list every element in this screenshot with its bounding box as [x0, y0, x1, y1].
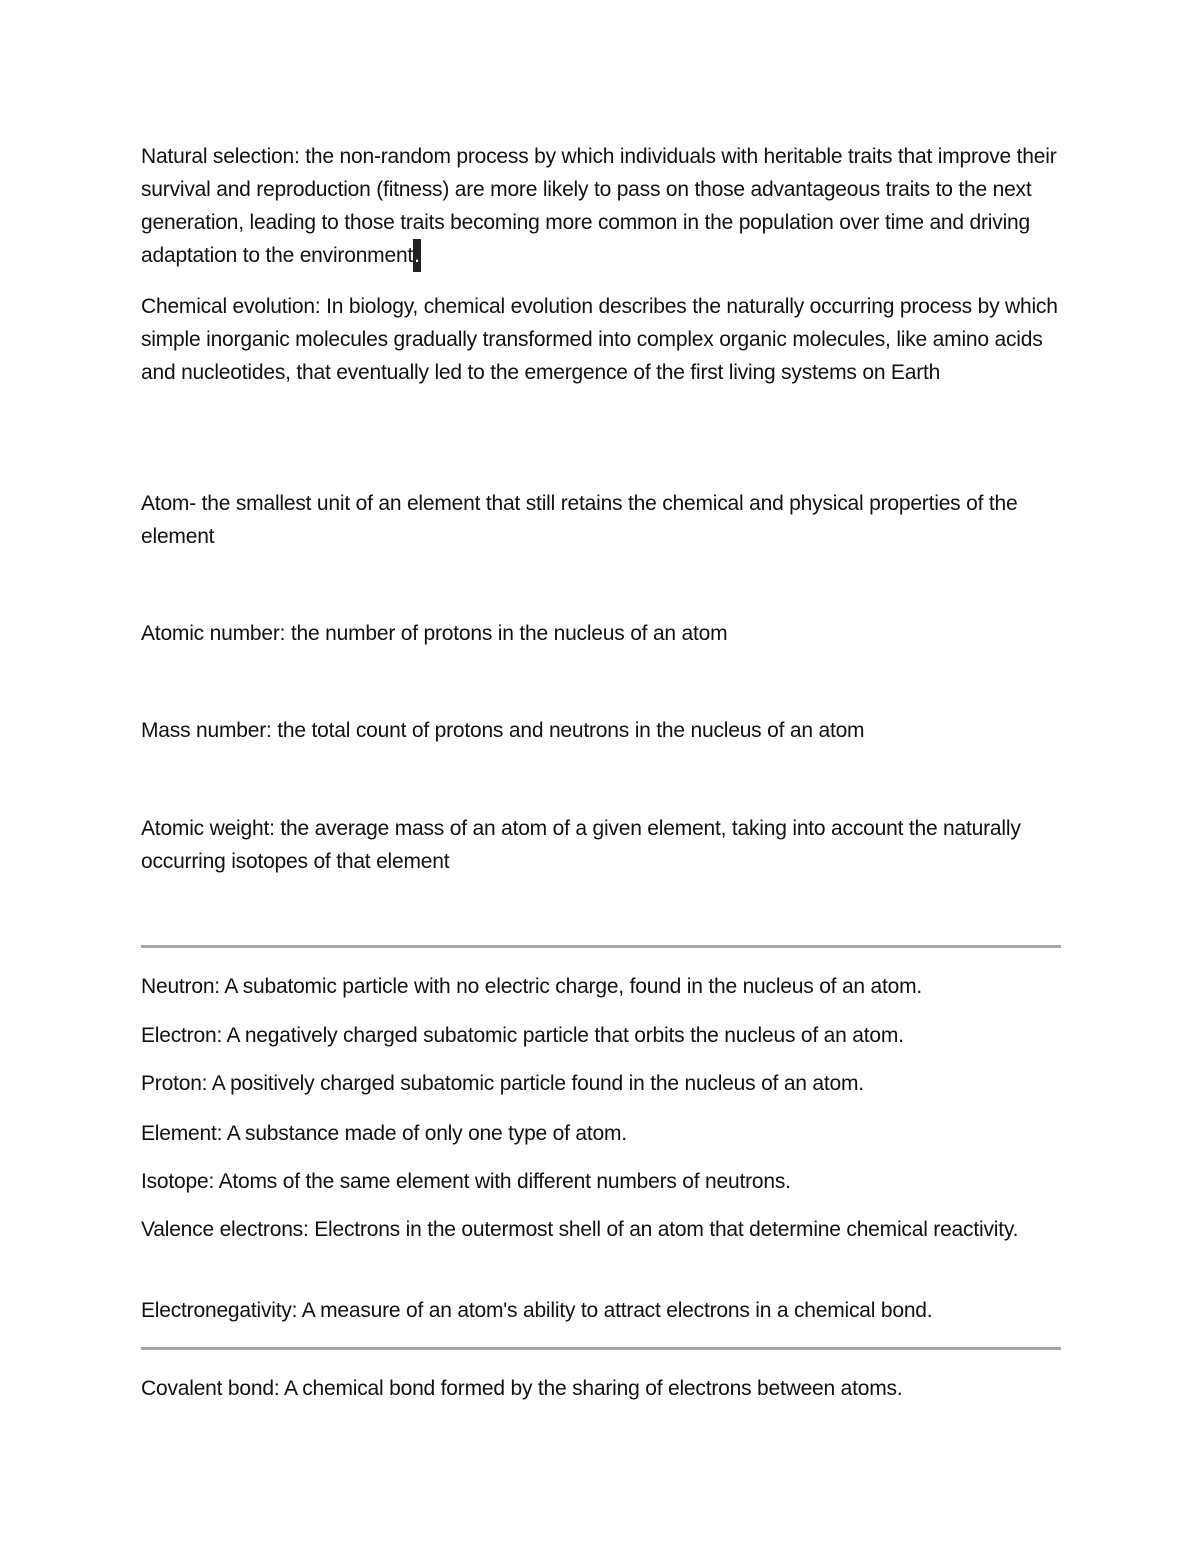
- paragraph-element[interactable]: Element: A substance made of only one type of atom.: [141, 1122, 627, 1145]
- paragraph-atomic-number[interactable]: Atomic number: the number of protons in the nucleus of an atom: [141, 622, 728, 645]
- paragraph-covalent-bond[interactable]: Covalent bond: A chemical bond formed by the sharing of electrons between atoms.: [141, 1377, 903, 1400]
- paragraph-mass-number[interactable]: Mass number: the total count of protons and neutrons in the nucleus of an atom: [141, 719, 865, 742]
- text-cursor-selection: .: [413, 239, 421, 272]
- paragraph-natural-selection[interactable]: [141, 140, 1061, 272]
- horizontal-divider-2: [141, 1347, 1061, 1350]
- paragraph-chemical-evolution[interactable]: Chemical evolution: In biology, chemical evolution describes the naturally occurring process by which simple inorganic molecules gradually transformed into complex organic molecules, like amino acids and nucleotides, that eventually led to the emergence of the first living systems on Earth: [141, 295, 1058, 384]
- paragraph-atom[interactable]: Atom- the smallest unit of an element that still retains the chemical and physical properties of the element: [141, 492, 1018, 548]
- paragraph-atomic-weight[interactable]: Atomic weight: the average mass of an atom of a given element, taking into account the naturally occurring isotopes of that element: [141, 817, 1021, 873]
- natural-selection-text: Natural selection: the non-random process by which individuals with heritable traits that improve their survival and reproduction (fitness) are more likely to pass on those advantageous traits to the next generation, leading to those traits becoming more common in the population over time and driving adaptation to the environment: [141, 145, 1057, 267]
- paragraph-valence-electrons[interactable]: Valence electrons: Electrons in the outermost shell of an atom that determine chemical reactivity.: [141, 1218, 1019, 1241]
- paragraph-electron[interactable]: Electron: A negatively charged subatomic particle that orbits the nucleus of an atom.: [141, 1024, 904, 1047]
- horizontal-divider-1: [141, 945, 1061, 948]
- paragraph-proton[interactable]: Proton: A positively charged subatomic particle found in the nucleus of an atom.: [141, 1072, 864, 1095]
- paragraph-isotope[interactable]: Isotope: Atoms of the same element with different numbers of neutrons.: [141, 1170, 791, 1193]
- paragraph-neutron[interactable]: Neutron: A subatomic particle with no electric charge, found in the nucleus of an atom.: [141, 975, 923, 998]
- paragraph-electronegativity[interactable]: Electronegativity: A measure of an atom's ability to attract electrons in a chemical bond.: [141, 1299, 933, 1322]
